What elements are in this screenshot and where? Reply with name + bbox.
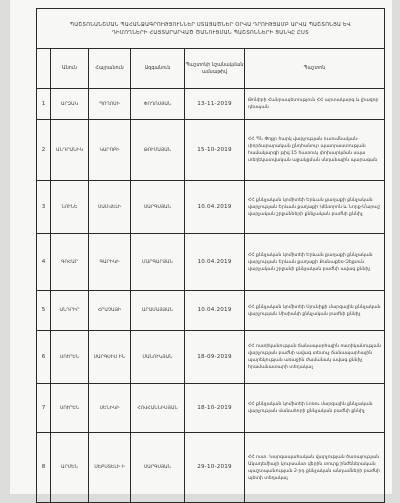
row-surname: ԱՐԱՄԱՅՅԱՆ [131,291,185,331]
row-date: 15-10-2019 [185,120,245,181]
row-position: ՀՀ քննչական կոմիտեի Երևան քաղաքի քննչական վարչության Երևան քաղաքի Կենտրոն և Նորք-Մարաշ վարչական շրջանների քննչական բաժնի քննիչ [245,181,385,234]
row-surname: ՀՈՎՀԱՆՆԻՍՅԱՆ [131,384,185,433]
table-title: ՊԱՇՏՈՆԱՆՇՄԱՆ ՊԱՀԱՆՋԱԳՐՈՒԹՅՈՒՆՆԵՐ ՍՏԱՑԱԾՆԵՐ ՕՐՎԱ ԴՐՈՒԹՅԱՄԲ ԱՐՎԱ ՊԱՇՏՈՆՅԱ ԵՎ ԴԻՄՈՂՆԵՐԻ ՀԱՅՏԱՐԱՐՎԱԾ ԾԱՆՈՒՑՄԱՆ ՊԱՇՏՈՆՆԵՐԻ ՑԱՆԿԸ ԸՍՏ [37,9,385,49]
row-name: ԱՐԶԱԿ [51,89,89,120]
row-patronymic: ՊՈՂՈՍԻ [89,89,131,120]
header-row [37,49,385,89]
row-name: ՆՈՒՆԵ [51,181,89,234]
header-date: Պաշտոնի նշանակման ամսաթիվ [185,49,245,89]
row-num: 5 [37,291,51,331]
row-name: ՍՈՒՐԵՆ [51,331,89,384]
row-surname: ՄԱՐԳԱՐՅԱՆ [131,234,185,291]
row-num: 1 [37,89,51,120]
row-patronymic: ՀՐԱՉԱՅԻ [89,291,131,331]
table-row [37,120,385,181]
row-position: Թոնիրի Հանրապետություն ՀՀ արտակարգ և լիազոր դեսպան [245,89,385,120]
row-patronymic: ՍԱՄՎԵԼԻ [89,181,131,234]
row-position: ՀՀ ոստիկանության ճանապարհային ոստիկանության վարչության բաժնի ավագ տեսուչ ճանապարհային պարեկության առաջին ժամանակ ավագ քննիչ հրամանատարի տեղակալ [245,331,385,384]
row-name: ՍՈՒՐԵՆ [51,384,89,433]
row-date: 18-10-2019 [185,384,245,433]
header-patronymic: Հայրանուն [89,49,131,89]
row-date: 10.04.2019 [185,181,245,234]
row-surname: ԹՈՒՄԱՅԱՆ [131,120,185,181]
row-date: 10.04.2019 [185,234,245,291]
row-position: ՀՀ ՊՆ Փոքր հարկ վարչության ուսումնական-փորձարարական ընդհանուր պատրաստության համակարգի թիվ 15 հատուկ փոխարկման սպա տեղեկատվական աջակցման սնդանային պարագան [245,120,385,181]
row-name: ԱՐՄԵՆ [51,433,89,503]
row-patronymic: ՍԵՆԻԿԻ [89,384,131,433]
row-date: 18-09-2019 [185,331,245,384]
table-row [37,433,385,503]
row-surname: ՍԱՐԳՍՅԱՆ [131,433,185,503]
appointments-table [36,8,385,503]
table-row [37,181,385,234]
row-patronymic: ՍԱՐԳՍԻՍ ԻՆ [89,331,131,384]
table-row [37,89,385,120]
table-row [37,384,385,433]
row-num: 7 [37,384,51,433]
row-surname: ՄԱՆՈՒԿՅԱՆ [131,331,185,384]
header-position: Պաշտոն [245,49,385,89]
row-name: ԱՆԴՐԱՆԻԿ [51,120,89,181]
header-surname: Ազգանուն [131,49,185,89]
row-position: ՀՀ ոստ. Կարգապահական վարչության ծառայության Ակադեմիայի կուրսանտ վերին տուրք ինժեներական պաշտպանության 2-րդ քննչական անդամների բաժնի պետի տեղակալ [245,433,385,503]
row-date: 13-11-2019 [185,89,245,120]
row-num: 8 [37,433,51,503]
row-patronymic: ՍԵԲՍՏԵԼԻ Ի [89,433,131,503]
row-date: 29-10-2019 [185,433,245,503]
row-num: 3 [37,181,51,234]
row-patronymic: ԳԱՐԻԿԻ [89,234,131,291]
row-position: ՀՀ քննչական կոմիտեի Լոռու մարզային քննչական վարչության Վանաձորի քննչական բաժնի քննիչ [245,384,385,433]
row-patronymic: ԿԱՐՈԲԻ [89,120,131,181]
header-name: Անուն [51,49,89,89]
row-surname: ՓՈՂՈՍՅԱՆ [131,89,185,120]
row-surname: ՍԱՐԳՍՅԱՆ [131,181,185,234]
row-date: 10.04.2019 [185,291,245,331]
row-num: 2 [37,120,51,181]
row-name: ԳՈՀԱՐ [51,234,89,291]
row-num: 4 [37,234,51,291]
row-num: 6 [37,331,51,384]
header-num [37,49,51,89]
table-row [37,291,385,331]
table-row [37,234,385,291]
table-row [37,331,385,384]
row-position: ՀՀ քննչական կոմիտեի Սյունիքի մարզային քննչական վարչության Սիսիանի քննչական բաժնի քննիչ [245,291,385,331]
row-name: ԱՆԴՐԻՐ [51,291,89,331]
document-page [10,0,392,494]
row-position: ՀՀ քննչական կոմիտեի Երևան քաղաքի քննչական վարչության Երևան քաղաքի Քանաքեռ-Զեյթուն վարչական շրջանի քննչական բաժնի ավագ քննիչ [245,234,385,291]
